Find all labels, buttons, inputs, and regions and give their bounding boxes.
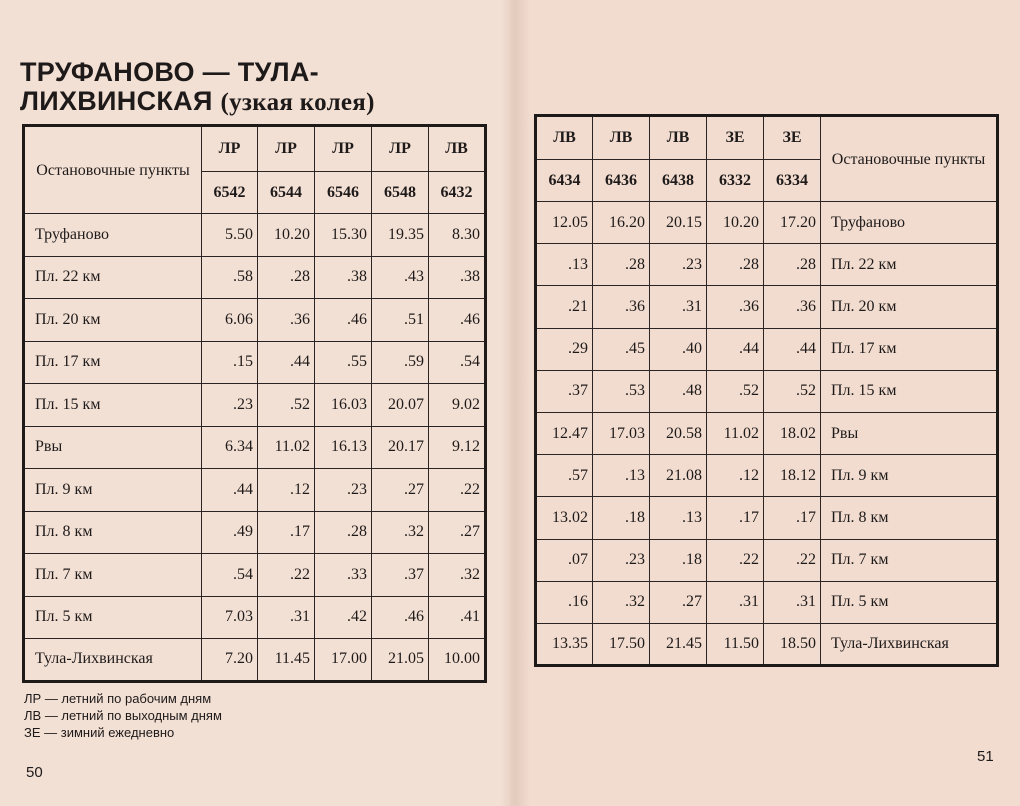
time-cell: .23 [593, 539, 650, 581]
time-cell: 8.30 [429, 214, 486, 257]
time-cell: 11.02 [707, 412, 764, 454]
time-cell: .36 [764, 286, 821, 328]
legend-item-lv: ЛВ — летний по выходным дням [24, 708, 222, 723]
time-cell: .36 [593, 286, 650, 328]
legend-item-lr: ЛР — летний по рабочим дням [24, 691, 212, 706]
time-cell: .37 [372, 554, 429, 597]
time-cell: 16.03 [315, 384, 372, 427]
time-cell: 10.20 [258, 214, 315, 257]
time-cell: 17.20 [764, 202, 821, 244]
table-row [24, 639, 486, 682]
time-cell: .36 [707, 286, 764, 328]
time-cell: .28 [258, 256, 315, 299]
time-cell: 17.50 [593, 623, 650, 665]
time-cell: .49 [202, 511, 258, 554]
train-type: ЛР [372, 126, 429, 172]
station-name: Труфаново [24, 214, 202, 257]
time-cell: .59 [372, 341, 429, 384]
time-cell: 18.02 [764, 412, 821, 454]
time-cell: .58 [202, 256, 258, 299]
train-number: 6436 [593, 160, 650, 202]
station-name: Пл. 17 км [821, 328, 998, 370]
time-cell: 12.47 [536, 412, 593, 454]
time-cell: 19.35 [372, 214, 429, 257]
time-cell: .52 [707, 370, 764, 412]
time-cell: .31 [650, 286, 707, 328]
table-row [24, 341, 486, 384]
time-cell: .23 [202, 384, 258, 427]
train-type: ЛВ [650, 116, 707, 160]
time-cell: .28 [593, 244, 650, 286]
time-cell: .22 [707, 539, 764, 581]
time-cell: 10.00 [429, 639, 486, 682]
time-cell: .52 [258, 384, 315, 427]
time-cell: .42 [315, 596, 372, 639]
station-name: Тула-Лихвинская [24, 639, 202, 682]
time-cell: .17 [707, 497, 764, 539]
title-line-2-main: ЛИХВИНСКАЯ [20, 86, 213, 116]
legend [24, 690, 222, 741]
table-row [24, 256, 486, 299]
train-type: ЛР [258, 126, 315, 172]
table-row [536, 623, 998, 665]
table-row [536, 581, 998, 623]
time-cell: 20.17 [372, 426, 429, 469]
table-row [536, 497, 998, 539]
train-number: 6542 [202, 172, 258, 214]
time-cell: .29 [536, 328, 593, 370]
table-row [24, 469, 486, 512]
time-cell: .27 [429, 511, 486, 554]
time-cell: .40 [650, 328, 707, 370]
legend-item-ze: ЗЕ — зимний ежедневно [24, 725, 175, 740]
time-cell: .53 [593, 370, 650, 412]
time-cell: 11.02 [258, 426, 315, 469]
station-column-header: Остановочные пункты [821, 116, 998, 202]
time-cell: 17.00 [315, 639, 372, 682]
station-name: Рвы [24, 426, 202, 469]
station-name: Труфаново [821, 202, 998, 244]
time-cell: .18 [650, 539, 707, 581]
timetable-right [534, 114, 999, 667]
time-cell: .23 [315, 469, 372, 512]
table-row [24, 596, 486, 639]
train-type: ЛР [315, 126, 372, 172]
time-cell: 21.08 [650, 455, 707, 497]
time-cell: .44 [764, 328, 821, 370]
time-cell: .32 [429, 554, 486, 597]
page-number-left: 50 [26, 764, 43, 781]
time-cell: .28 [315, 511, 372, 554]
time-cell: .17 [764, 497, 821, 539]
time-cell: .38 [315, 256, 372, 299]
station-name: Пл. 8 км [821, 497, 998, 539]
time-cell: .57 [536, 455, 593, 497]
time-cell: 9.02 [429, 384, 486, 427]
station-name: Пл. 20 км [821, 286, 998, 328]
station-name: Пл. 20 км [24, 299, 202, 342]
time-cell: .43 [372, 256, 429, 299]
time-cell: .17 [258, 511, 315, 554]
page-title [20, 58, 490, 117]
station-name: Пл. 17 км [24, 341, 202, 384]
time-cell: .37 [536, 370, 593, 412]
table-row [24, 214, 486, 257]
table-row [536, 370, 998, 412]
time-cell: .44 [258, 341, 315, 384]
train-number: 6334 [764, 160, 821, 202]
time-cell: 18.50 [764, 623, 821, 665]
time-cell: .31 [707, 581, 764, 623]
page-number-right: 51 [977, 748, 994, 765]
title-line-2 [20, 87, 490, 117]
time-cell: 10.20 [707, 202, 764, 244]
table-row [24, 384, 486, 427]
time-cell: .45 [593, 328, 650, 370]
time-cell: .55 [315, 341, 372, 384]
station-name: Тула-Лихвинская [821, 623, 998, 665]
table-row [536, 244, 998, 286]
time-cell: .27 [372, 469, 429, 512]
table-row [24, 511, 486, 554]
table-row [536, 286, 998, 328]
time-cell: 9.12 [429, 426, 486, 469]
time-cell: .28 [764, 244, 821, 286]
time-cell: .44 [707, 328, 764, 370]
table-row [24, 426, 486, 469]
train-number: 6544 [258, 172, 315, 214]
station-name: Пл. 9 км [24, 469, 202, 512]
time-cell: .46 [372, 596, 429, 639]
time-cell: .31 [764, 581, 821, 623]
time-cell: 21.45 [650, 623, 707, 665]
table-row [24, 299, 486, 342]
station-name: Пл. 15 км [821, 370, 998, 412]
time-cell: .36 [258, 299, 315, 342]
table-row [536, 455, 998, 497]
station-column-header: Остановочные пункты [24, 126, 202, 214]
time-cell: .12 [258, 469, 315, 512]
time-cell: 13.02 [536, 497, 593, 539]
station-name: Пл. 15 км [24, 384, 202, 427]
train-number: 6546 [315, 172, 372, 214]
station-name: Пл. 8 км [24, 511, 202, 554]
timetable-left [22, 124, 487, 683]
time-cell: .41 [429, 596, 486, 639]
header-row-types [24, 126, 486, 172]
train-type: ЛР [202, 126, 258, 172]
title-line-2-sub: (узкая колея) [220, 89, 375, 116]
station-name: Пл. 7 км [24, 554, 202, 597]
time-cell: 18.12 [764, 455, 821, 497]
time-cell: .48 [650, 370, 707, 412]
time-cell: .13 [650, 497, 707, 539]
time-cell: 21.05 [372, 639, 429, 682]
train-type: ЗЕ [764, 116, 821, 160]
table-row [536, 539, 998, 581]
time-cell: .22 [764, 539, 821, 581]
time-cell: 20.15 [650, 202, 707, 244]
station-name: Пл. 9 км [821, 455, 998, 497]
train-number: 6332 [707, 160, 764, 202]
time-cell: .13 [593, 455, 650, 497]
time-cell: .13 [536, 244, 593, 286]
time-cell: .21 [536, 286, 593, 328]
time-cell: .44 [202, 469, 258, 512]
time-cell: .16 [536, 581, 593, 623]
time-cell: .33 [315, 554, 372, 597]
time-cell: .52 [764, 370, 821, 412]
time-cell: .31 [258, 596, 315, 639]
time-cell: 7.03 [202, 596, 258, 639]
time-cell: .18 [593, 497, 650, 539]
book-gutter [500, 0, 530, 806]
time-cell: .54 [429, 341, 486, 384]
time-cell: .38 [429, 256, 486, 299]
time-cell: .51 [372, 299, 429, 342]
train-number: 6434 [536, 160, 593, 202]
train-type: ЗЕ [707, 116, 764, 160]
table-row [536, 412, 998, 454]
time-cell: 12.05 [536, 202, 593, 244]
time-cell: 16.20 [593, 202, 650, 244]
time-cell: 20.58 [650, 412, 707, 454]
time-cell: 7.20 [202, 639, 258, 682]
station-name: Пл. 7 км [821, 539, 998, 581]
station-name: Рвы [821, 412, 998, 454]
time-cell: 13.35 [536, 623, 593, 665]
time-cell: .32 [593, 581, 650, 623]
time-cell: .22 [258, 554, 315, 597]
station-name: Пл. 22 км [24, 256, 202, 299]
time-cell: .12 [707, 455, 764, 497]
table-row [536, 328, 998, 370]
time-cell: 6.06 [202, 299, 258, 342]
time-cell: 11.45 [258, 639, 315, 682]
table-row [536, 202, 998, 244]
time-cell: 17.03 [593, 412, 650, 454]
time-cell: 6.34 [202, 426, 258, 469]
station-name: Пл. 5 км [821, 581, 998, 623]
train-type: ЛВ [429, 126, 486, 172]
time-cell: .07 [536, 539, 593, 581]
header-row-types [536, 116, 998, 160]
time-cell: 16.13 [315, 426, 372, 469]
time-cell: .22 [429, 469, 486, 512]
time-cell: .54 [202, 554, 258, 597]
time-cell: 11.50 [707, 623, 764, 665]
time-cell: .28 [707, 244, 764, 286]
time-cell: 15.30 [315, 214, 372, 257]
train-number: 6438 [650, 160, 707, 202]
train-number: 6432 [429, 172, 486, 214]
time-cell: 20.07 [372, 384, 429, 427]
train-type: ЛВ [593, 116, 650, 160]
time-cell: .27 [650, 581, 707, 623]
time-cell: 5.50 [202, 214, 258, 257]
title-line-1: ТРУФАНОВО — ТУЛА- [20, 57, 319, 87]
station-name: Пл. 22 км [821, 244, 998, 286]
time-cell: .23 [650, 244, 707, 286]
table-row [24, 554, 486, 597]
station-name: Пл. 5 км [24, 596, 202, 639]
time-cell: .46 [429, 299, 486, 342]
time-cell: .46 [315, 299, 372, 342]
time-cell: .32 [372, 511, 429, 554]
train-number: 6548 [372, 172, 429, 214]
time-cell: .15 [202, 341, 258, 384]
train-type: ЛВ [536, 116, 593, 160]
